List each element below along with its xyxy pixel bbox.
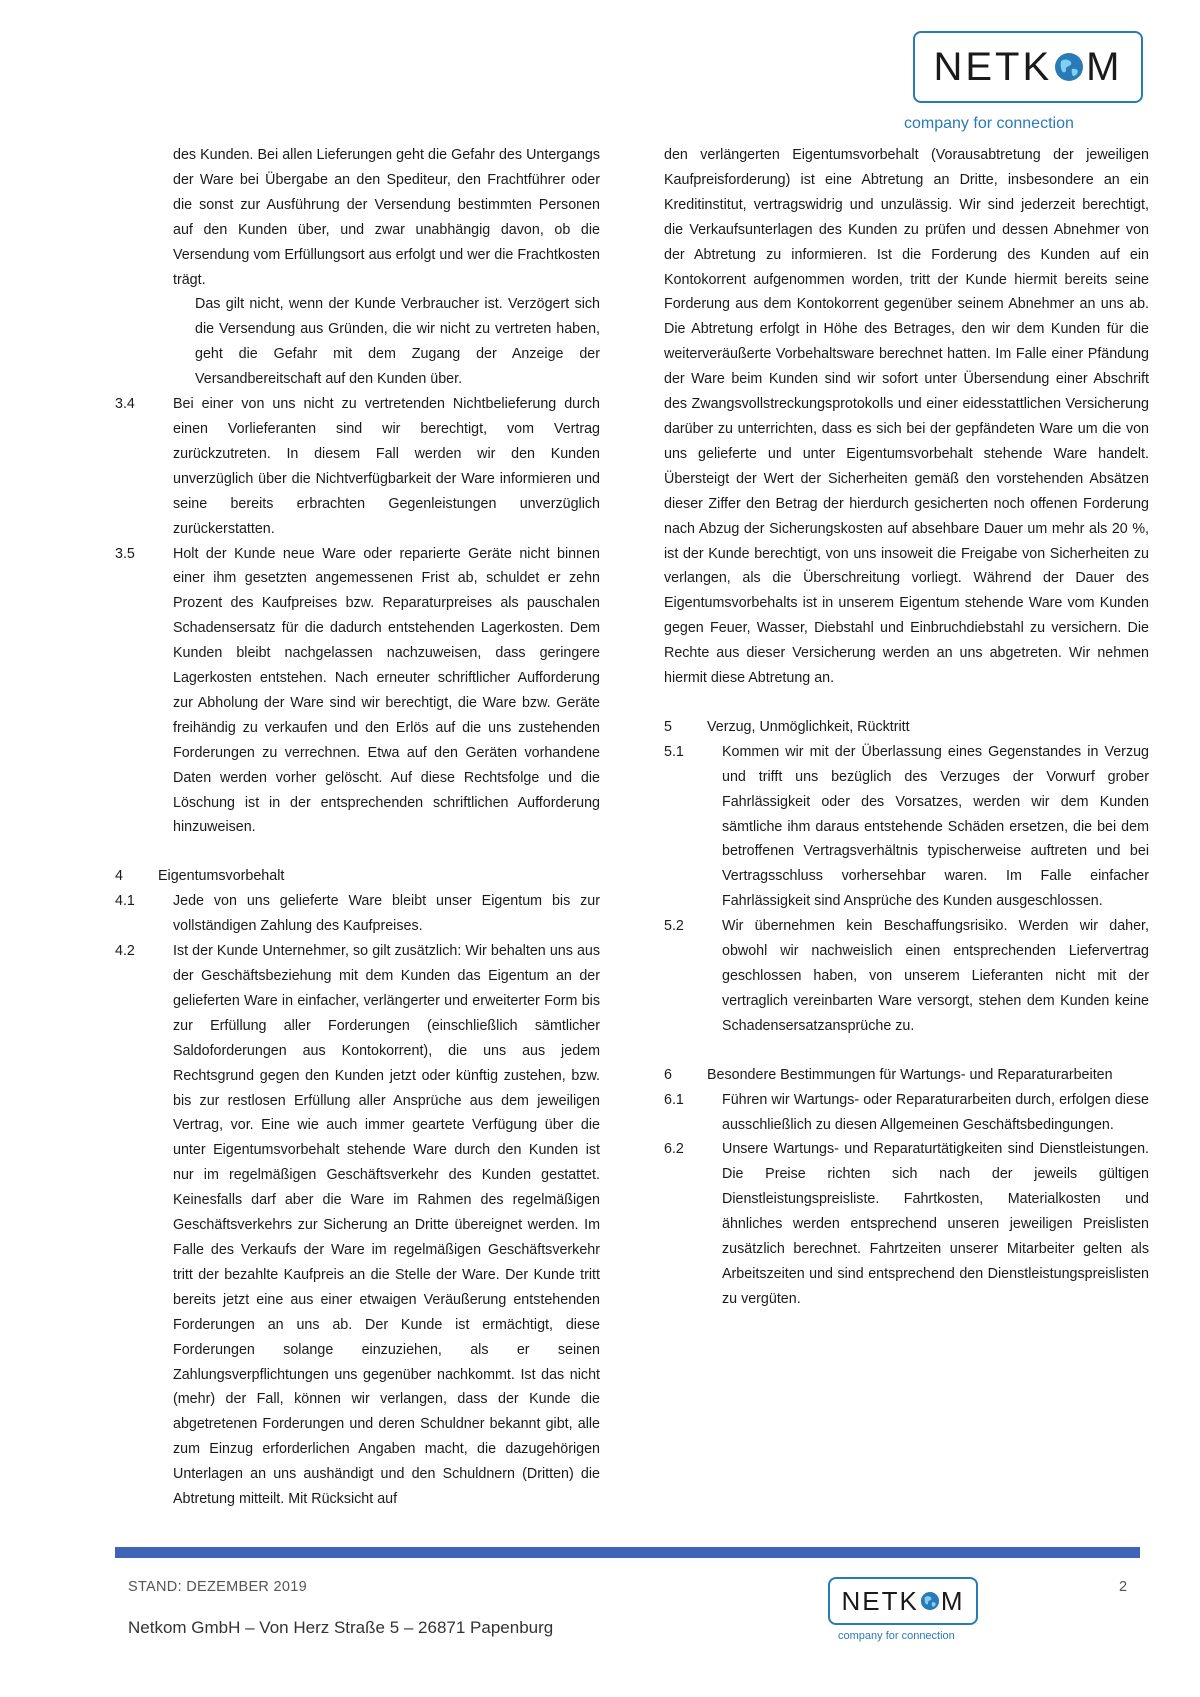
- footer-divider-bar: [115, 1547, 1140, 1558]
- logo-text-part1: NETK: [841, 1585, 919, 1616]
- section-heading-6: [664, 1063, 1149, 1088]
- footer-revision-date: STAND: DEZEMBER 2019: [128, 1579, 307, 1595]
- clause-number: 6.2: [664, 1141, 684, 1158]
- footer-logo-tagline: company for connection: [838, 1630, 955, 1642]
- clause-number: 5.1: [664, 743, 684, 760]
- section-number: 5: [664, 718, 672, 735]
- clause-text: Bei einer von uns nicht zu vertretenden Nichtbelieferung durch einen Vorlieferanten sind wir berechtigt, vom Vertrag zurückzutreten. In diesem Fall werden wir den Kunden unverzüglich über die Nichtverfügbarkeit der Ware informieren und seine bereits erbrachten Gegenleistungen unverzüglich zurückerstatten.: [173, 396, 600, 537]
- globe-icon: [1052, 50, 1086, 84]
- clause-number: 3.5: [115, 545, 135, 562]
- clause-5-2: [664, 914, 1149, 1039]
- left-column: [115, 143, 600, 1512]
- clause-6-2: [664, 1137, 1149, 1311]
- section-title: Eigentumsvorbehalt: [158, 868, 285, 885]
- clause-number: 4.1: [115, 893, 135, 910]
- clause-text: Holt der Kunde neue Ware oder reparierte Geräte nicht binnen einer ihm gesetzten angemessenen Frist ab, schuldet er zehn Prozent des Kaufpreises bzw. Reparaturpreises als pauschalen Schadensersatz für die dadurch entstehenden Lagerkosten. Dem Kunden bleibt nachgelassen nachzuweisen, dass geringere Lagerkosten entstehen. Nach erneuter schriftlicher Aufforderung zur Abholung der Ware sind wir berechtigt, die Ware bzw. Geräte freihändig zu verkaufen und den Erlös auf die uns zustehenden Forderungen zu verrechnen. Etwa auf den Geräten vorhandene Daten werden vorher gelöscht. Auf diese Rechtsfolge und die Löschung ist in der entsprechenden schriftlichen Aufforderung hinzuweisen.: [173, 545, 600, 836]
- section-title: Verzug, Unmöglichkeit, Rücktritt: [707, 718, 910, 735]
- section-title: Besondere Bestimmungen für Wartungs- und Reparaturarbeiten: [707, 1066, 1113, 1083]
- footer-company-address: Netkom GmbH – Von Herz Straße 5 – 26871 Papenburg: [128, 1618, 554, 1637]
- clause-number: 6.1: [664, 1091, 684, 1108]
- clause-text: Ist der Kunde Unternehmer, so gilt zusätzlich: Wir behalten uns aus der Geschäftsbeziehung mit dem Kunden das Eigentum an der gelieferten Ware in einfacher, verlängerter und erweiterter Form bis zur Erfüllung aller Forderungen (einschließlich sämtlicher Saldoforderungen aus Kontokorrent), die uns aus jedem Rechtsgrund gegen den Kunden jetzt oder künftig zustehen, bzw. bis zur restlosen Erfüllung aller Ansprüche aus dem jeweiligen Vertrag, vor. Eine wie auch immer geartete Verfügung über die unter Eigentumsvorbehalt stehende Ware durch den Kunden ist nur im regelmäßigen Geschäftsverkehr des Kunden gestattet. Keinesfalls darf aber die Ware im Rahmen des regelmäßigen Geschäftsverkehrs zur Sicherung an Dritte übereignet werden. Im Falle des Verkaufs der Ware im regelmäßigen Geschäftsverkehr tritt der bezahlte Kaufpreis an die Stelle der Ware. Der Kunde tritt bereits jetzt eine aus einer etwaigen Veräußerung entstehenden Forderungen an uns ab. Der Kunde ist ermächtigt, diese Forderungen solange einzuziehen, als er seinen Zahlungsverpflichtungen uns gegenüber nachkommt. Ist das nicht (mehr) der Fall, können wir verlangen, dass der Kunde die abgetretenen Forderungen und deren Schuldner bekannt gibt, alle zum Einzug erforderlichen Angaben macht, die dazugehörigen Unterlagen an uns aushändigt und den Schuldnern (Dritten) die Abtretung mitteilt. Mit Rücksicht auf: [173, 943, 600, 1508]
- section-heading-4: [115, 864, 600, 889]
- clause-3-5: [115, 542, 600, 841]
- clause-4-1: [115, 889, 600, 939]
- right-column: [664, 143, 1149, 1312]
- clause-number: 3.4: [115, 396, 135, 413]
- section-heading-5: [664, 715, 1149, 740]
- clause-5-1: [664, 740, 1149, 914]
- clause-text: Jede von uns gelieferte Ware bleibt unser Eigentum bis zur vollständigen Zahlung des Kaufpreises.: [173, 893, 600, 935]
- logo-text-part1: NETK: [933, 44, 1053, 89]
- clause-3-4: [115, 392, 600, 541]
- clause-text: Unsere Wartungs- und Reparaturtätigkeiten sind Dienstleistungen. Die Preise richten sich nach der jeweils gültigen Dienstleistungspreisliste. Fahrtkosten, Materialkosten und ähnliches werden entsprechend unseren jeweiligen Preislisten zusätzlich berechnet. Fahrtzeiten unserer Mitarbeiter gelten als Arbeitszeiten und sind entsprechend den Dienstleistungspreislisten zu vergüten.: [722, 1141, 1149, 1307]
- clause-number: 5.2: [664, 918, 684, 935]
- clause-text: Kommen wir mit der Überlassung eines Gegenstandes in Verzug und trifft uns bezüglich des Verzuges der Vorwurf grober Fahrlässigkeit oder des Vorsatzes, werden wir dem Kunden sämtliche ihm daraus entstehende Schäden ersetzen, die bei dem betroffenen Vertragsverhältnis typischerweise auftreten und bei Vertragsschluss vorhersehbar waren. Im Falle einfacher Fahrlässigkeit sind Ansprüche des Kunden ausgeschlossen.: [722, 743, 1149, 910]
- logo-text-part2: M: [940, 1585, 965, 1616]
- clause-4-2: [115, 939, 600, 1512]
- right-intro-paragraph: den verlängerten Eigentumsvorbehalt (Vorausabtretung der jeweiligen Kaufpreisforderung) ist eine Abtretung an Dritte, insbesondere an ein Kreditinstitut, vertragswidrig und unzulässig. Wir sind jederzeit berechtigt, die Verkaufsunterlagen des Kunden zu prüfen und dessen Abnehmer von der Abtretung zu informieren. Ist die Forderung des Kunden auf ein Kontokorrent aufgenommen worden, tritt der Kunde hiermit bereits seine Forderung aus dem Kontokorrent gegenüber seinem Abnehmer an uns ab. Die Abtretung erfolgt in Höhe des Betrages, den wir dem Kunden für die weiterveräußerte Vorbehaltsware berechnet hatten. Im Falle einer Pfändung der Ware beim Kunden sind wir sofort unter Übersendung einer Abschrift des Zwangsvollstreckungsprotokolls und einer eidesstattlichen Versicherung darüber zu unterrichten, dass es sich bei der gepfändeten Ware um die von uns gelieferte und unter Eigentumsvorbehalt stehende Ware handelt. Übersteigt der Wert der Sicherheiten gemäß den vorstehenden Absätzen dieser Ziffer den Betrag der hierdurch gesicherten noch offenen Forderung nach Abzug der Sicherungskosten auf absehbare Dauer um mehr als 20 %, ist der Kunde berechtigt, von uns insoweit die Freigabe von Sicherheiten zu verlangen, als die Überschreitung vorliegt. Während der Dauer des Eigentumsvorbehalts ist in unserem Eigentum stehende Ware vom Kunden gegen Feuer, Wasser, Diebstahl und Einbruchdiebstahl zu versichern. Die Rechte aus dieser Versicherung werden an uns abgetreten. Wir nehmen hiermit diese Abtretung an.: [664, 147, 1149, 687]
- clause-text: Führen wir Wartungs- oder Reparaturarbeiten durch, erfolgen diese ausschließlich zu diesen Allgemeinen Geschäftsbedingungen.: [722, 1091, 1149, 1133]
- section-number: 6: [664, 1066, 672, 1083]
- clause-6-1: [664, 1088, 1149, 1138]
- netkom-logo: [913, 31, 1143, 103]
- logo-text-part2: M: [1086, 44, 1123, 89]
- clause-text: Wir übernehmen kein Beschaffungsrisiko. Werden wir daher, obwohl wir nachweislich einen entsprechenden Liefervertrag geschlossen haben, von unserem Lieferanten nicht mit der vertraglich vereinbarten Ware versorgt, stehen dem Kunden keine Schadensersatzansprüche zu.: [722, 918, 1149, 1034]
- clause-number: 4.2: [115, 943, 135, 960]
- left-intro-paragraph: des Kunden. Bei allen Lieferungen geht die Gefahr des Untergangs der Ware bei Übergabe an den Spediteur, den Frachtführer oder die sonst zur Ausführung der Versendung bestimmten Personen auf den Kunden über, und zwar unabhängig davon, ob die Versendung vom Erfüllungsort aus erfolgt und wer die Frachtkosten trägt.: [173, 147, 600, 288]
- page-number: 2: [1119, 1579, 1128, 1595]
- section-number: 4: [115, 868, 123, 885]
- logo-tagline: company for connection: [904, 115, 1074, 132]
- left-intro-paragraph-2: Das gilt nicht, wenn der Kunde Verbraucher ist. Verzögert sich die Versendung aus Gründen, die wir nicht zu vertreten haben, geht die Gefahr mit dem Zugang der Anzeige der Versandbereitschaft auf den Kunden über.: [195, 296, 600, 388]
- globe-icon: [919, 1590, 941, 1612]
- netkom-footer-logo: [828, 1577, 978, 1625]
